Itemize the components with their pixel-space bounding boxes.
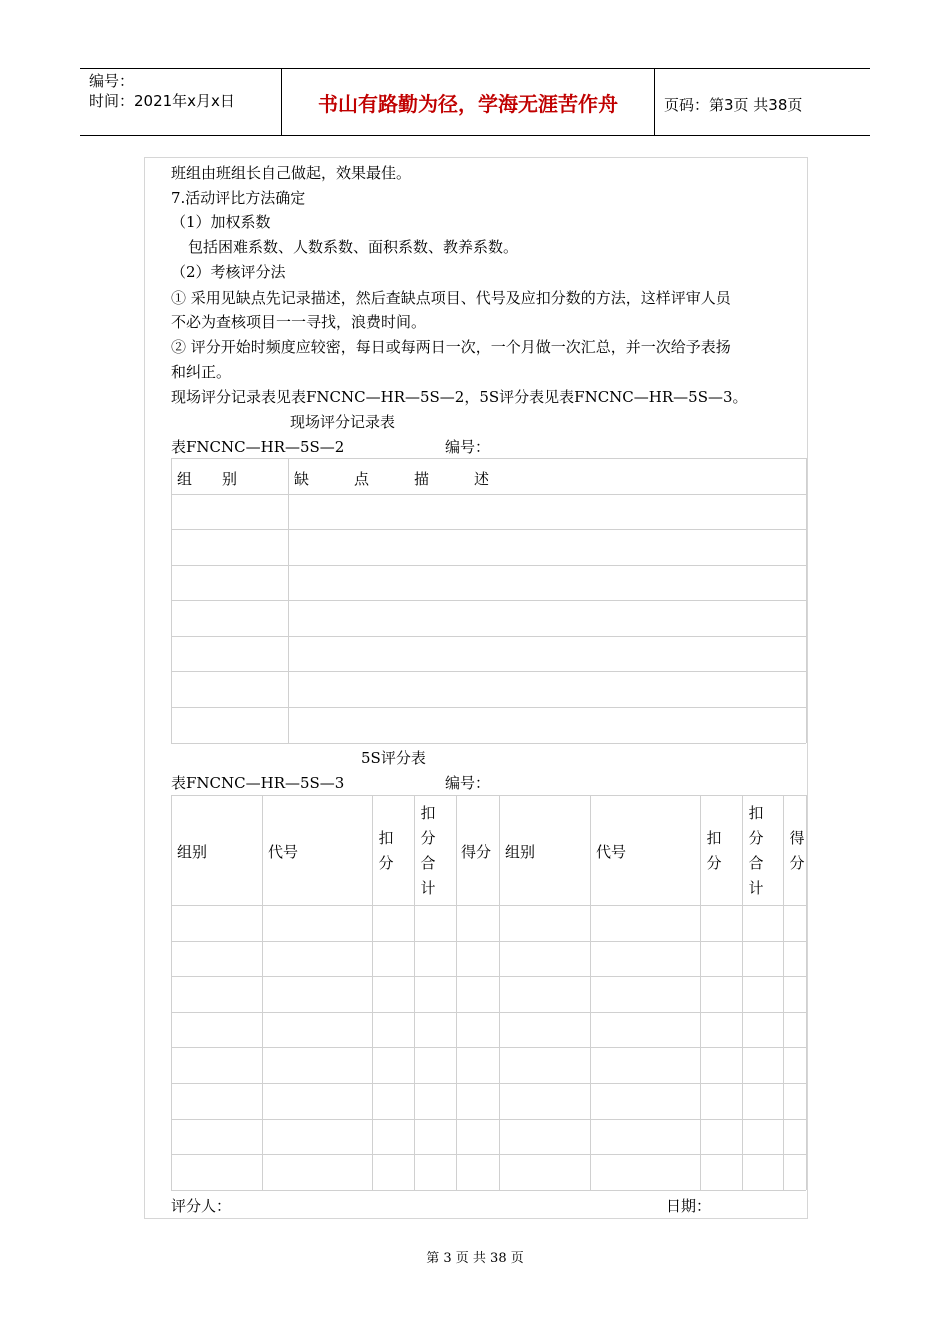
table1-code: 表FNCNC—HR—5S—2 — [171, 438, 345, 456]
grid-hline — [171, 671, 806, 672]
grid-hline — [171, 565, 806, 566]
grid-vline — [700, 795, 701, 1190]
table1-header-group: 组 别 — [177, 470, 238, 488]
grid-hline — [171, 1154, 806, 1155]
rater-label: 评分人： — [171, 1197, 232, 1215]
table1-title: 现场评分记录表 — [290, 413, 396, 431]
grid-vline — [590, 795, 591, 1190]
page-footer: 第 3 页 共 38 页 — [426, 1251, 524, 1266]
grid-hline — [171, 1047, 806, 1048]
body-line-2: 7.活动评比方法确定 — [171, 189, 306, 207]
grid-vline — [414, 795, 415, 1190]
table2-header-code-2: 代号 — [596, 843, 627, 861]
table2-number-label: 编号： — [445, 774, 491, 792]
table2-title: 5S评分表 — [361, 749, 426, 767]
grid-hline — [171, 905, 806, 906]
grid-hline — [171, 976, 806, 977]
table2-header-deduct-1: 扣分 — [378, 829, 394, 872]
table1-number-label: 编号： — [445, 438, 491, 456]
grid-hline — [171, 707, 806, 708]
grid-hline — [171, 795, 806, 796]
grid-vline — [171, 795, 172, 1190]
table2-header-score-1: 得分 — [461, 843, 492, 861]
body-line-1: 班组由班组长自己做起，效果最佳。 — [171, 164, 412, 182]
header-page-info: 页码：第3页 共38页 — [664, 96, 803, 114]
grid-vline — [288, 458, 289, 743]
body-line-6: ① 采用见缺点先记录描述，然后查缺点项目、代号及应扣分数的方法，这样评审人员 — [171, 289, 731, 307]
table2-header-group-2: 组别 — [505, 843, 536, 861]
header-bottom-rule — [80, 135, 870, 136]
header-number-label: 编号： — [89, 72, 135, 90]
grid-vline — [262, 795, 263, 1190]
body-line-10: 现场评分记录表见表FNCNC—HR—5S—2，5S评分表见表FNCNC—HR—5S—3。 — [171, 388, 748, 406]
grid-hline — [171, 458, 806, 459]
header-motto: 书山有路勤为径，学海无涯苦作舟 — [318, 92, 618, 116]
body-line-5: （2）考核评分法 — [171, 263, 286, 281]
grid-vline — [783, 795, 784, 1190]
table2-header-deduct-total-2: 扣分合计 — [748, 804, 764, 897]
grid-hline — [171, 600, 806, 601]
body-line-9: 和纠正。 — [171, 363, 232, 381]
header-top-rule — [80, 68, 870, 69]
date-label: 日期： — [666, 1197, 712, 1215]
table2-header-deduct-2: 扣分 — [706, 829, 722, 872]
grid-hline — [171, 941, 806, 942]
grid-vline — [171, 458, 172, 743]
grid-hline — [171, 1119, 806, 1120]
table2-code: 表FNCNC—HR—5S—3 — [171, 774, 345, 792]
grid-hline — [171, 494, 806, 495]
table2-header-code-1: 代号 — [268, 843, 299, 861]
grid-vline — [742, 795, 743, 1190]
table2-header-deduct-total-1: 扣分合计 — [420, 804, 436, 897]
body-line-8: ② 评分开始时频度应较密，每日或每两日一次，一个月做一次汇总，并一次给予表扬 — [171, 338, 731, 356]
grid-vline — [806, 458, 807, 743]
body-line-3: （1）加权系数 — [171, 213, 271, 231]
grid-vline — [499, 795, 500, 1190]
grid-hline — [171, 636, 806, 637]
header-time: 时间：2021年x月x日 — [89, 92, 235, 110]
grid-hline — [171, 1083, 806, 1084]
body-line-4: 包括困难系数、人数系数、面积系数、教养系数。 — [188, 238, 519, 256]
table2-header-group-1: 组别 — [177, 843, 208, 861]
table1-header-description: 缺 点 描 述 — [294, 470, 490, 488]
header-divider-2 — [654, 68, 655, 136]
grid-hline — [171, 1012, 806, 1013]
table2-header-score-2: 得分 — [789, 829, 805, 872]
grid-vline — [372, 795, 373, 1190]
grid-hline — [171, 1190, 806, 1191]
grid-vline — [456, 795, 457, 1190]
grid-hline — [171, 743, 806, 744]
body-line-7: 不必为查核项目一一寻找，浪费时间。 — [171, 313, 427, 331]
grid-hline — [171, 529, 806, 530]
